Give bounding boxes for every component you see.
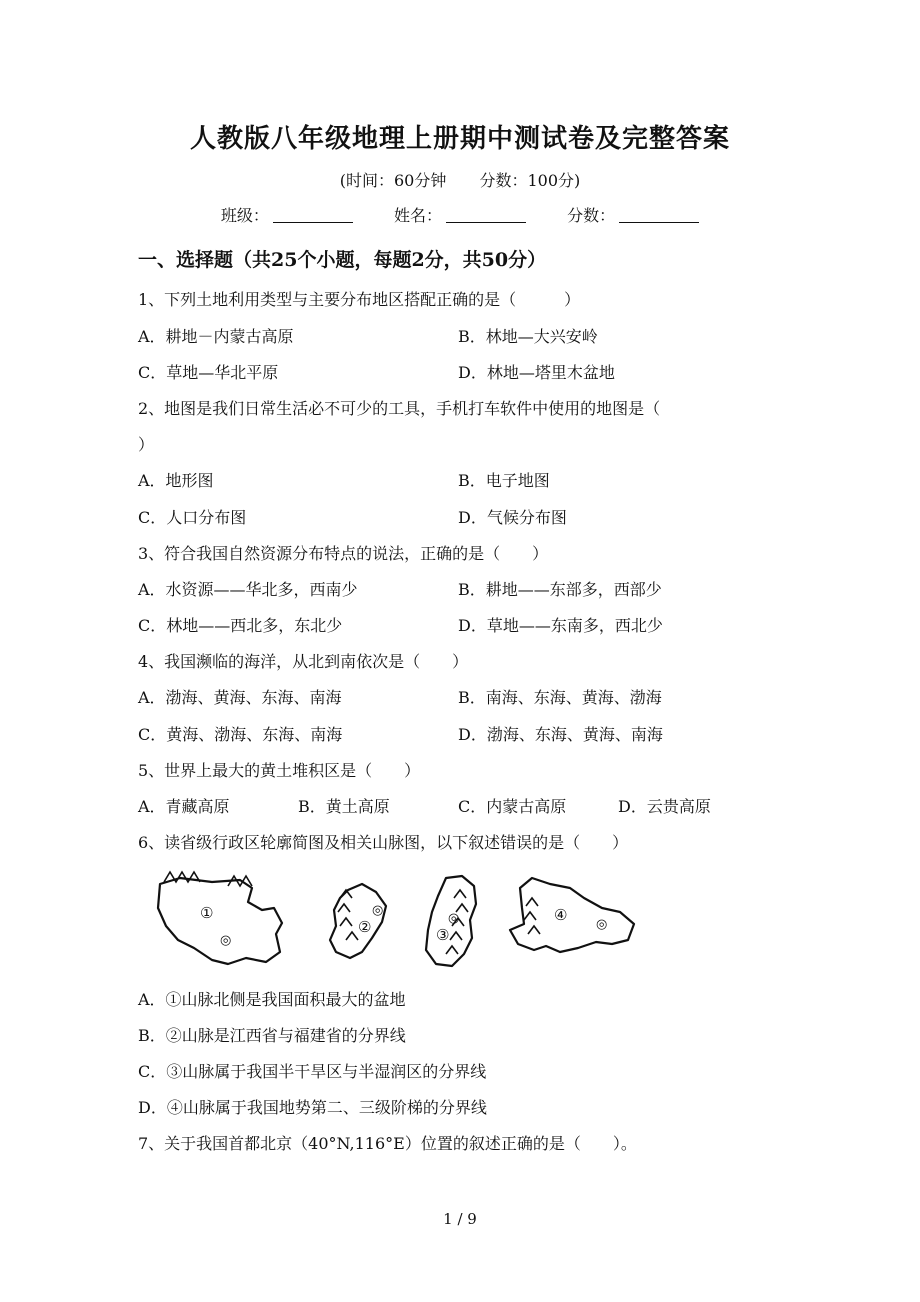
- score-blank[interactable]: [619, 206, 699, 223]
- question-6: 6、读省级行政区轮廓简图及相关山脉图，以下叙述错误的是（ ）: [138, 833, 629, 852]
- q3-option-b[interactable]: B．耕地——东部多，西部少: [458, 580, 662, 599]
- q4-option-c[interactable]: C．黄海、渤海、东海、南海: [138, 725, 343, 744]
- figure-label-1: ①: [200, 904, 214, 922]
- section-heading: 一、选择题（共25个小题，每题2分，共50分）: [138, 249, 547, 271]
- score-field[interactable]: [567, 206, 699, 225]
- q5-option-c[interactable]: C．内蒙古高原: [458, 797, 567, 816]
- question-1: 1、下列土地利用类型与主要分布地区搭配正确的是（ ）: [138, 290, 581, 309]
- page-title: 人教版八年级地理上册期中测试卷及完整答案: [189, 124, 730, 154]
- question-5: 5、世界上最大的黄土堆积区是（ ）: [138, 761, 421, 780]
- question-2: 2、地图是我们日常生活必不可少的工具，手机打车软件中使用的地图是（: [138, 399, 661, 418]
- q3-option-d[interactable]: D．草地——东南多，西北少: [458, 616, 663, 635]
- q6-option-b[interactable]: B．②山脉是江西省与福建省的分界线: [138, 1026, 406, 1045]
- q5-option-d[interactable]: D．云贵高原: [618, 797, 711, 816]
- q6-option-d[interactable]: D．④山脉属于我国地势第二、三级阶梯的分界线: [138, 1098, 487, 1117]
- student-fields: [0, 203, 920, 226]
- q2-option-a[interactable]: A．地形图: [138, 471, 214, 490]
- class-label: 班级：: [220, 206, 269, 225]
- figure-label-3: ③: [436, 926, 450, 944]
- score-label: 分数：: [567, 206, 616, 225]
- q6-option-a[interactable]: A．①山脉北侧是我国面积最大的盆地: [138, 990, 406, 1009]
- capital-symbol-4: ◎: [596, 917, 608, 932]
- exam-meta: [0, 168, 920, 191]
- name-field[interactable]: [394, 206, 526, 225]
- question-4: 4、我国濒临的海洋，从北到南依次是（ ）: [138, 652, 469, 671]
- q3-option-c[interactable]: C．林地——西北多，东北少: [138, 616, 343, 635]
- class-field[interactable]: [221, 206, 353, 225]
- score-info: 分数：100分): [479, 171, 581, 190]
- q1-option-b[interactable]: B．林地—大兴安岭: [458, 327, 598, 346]
- province-outline-figure: [150, 868, 640, 973]
- question-3: 3、符合我国自然资源分布特点的说法，正确的是（ ）: [138, 544, 549, 563]
- name-label: 姓名：: [393, 206, 442, 225]
- q5-option-a[interactable]: A．青藏高原: [138, 797, 230, 816]
- q4-option-a[interactable]: A．渤海、黄海、东海、南海: [138, 688, 342, 707]
- q5-option-b[interactable]: B．黄土高原: [298, 797, 390, 816]
- q4-option-d[interactable]: D．渤海、东海、黄海、南海: [458, 725, 663, 744]
- capital-symbol-1: ◎: [220, 933, 232, 948]
- figure-label-4: ④: [554, 906, 568, 924]
- q2-option-b[interactable]: B．电子地图: [458, 471, 550, 490]
- q2-option-d[interactable]: D．气候分布图: [458, 508, 567, 527]
- capital-symbol-3: ◎: [448, 911, 460, 926]
- q1-option-c[interactable]: C．草地—华北平原: [138, 363, 279, 382]
- class-blank[interactable]: [273, 206, 353, 223]
- q1-option-d[interactable]: D．林地—塔里木盆地: [458, 363, 615, 382]
- time-info: (时间：60分钟: [339, 171, 447, 190]
- q6-option-c[interactable]: C．③山脉属于我国半干旱区与半湿润区的分界线: [138, 1062, 487, 1081]
- q1-option-a[interactable]: A．耕地－内蒙古高原: [138, 327, 294, 346]
- name-blank[interactable]: [446, 206, 526, 223]
- capital-symbol-2: ◎: [372, 903, 384, 918]
- q4-option-b[interactable]: B．南海、东海、黄海、渤海: [458, 688, 662, 707]
- figure-label-2: ②: [358, 918, 372, 936]
- province-outline-1: [158, 878, 282, 964]
- q3-option-a[interactable]: A．水资源——华北多，西南少: [138, 580, 358, 599]
- question-2-cont: ）: [138, 435, 155, 454]
- page-number: 1 / 9: [443, 1210, 477, 1228]
- question-7: 7、关于我国首都北京（40°N,116°E）位置的叙述正确的是（ ）。: [138, 1134, 637, 1153]
- q2-option-c[interactable]: C．人口分布图: [138, 508, 247, 527]
